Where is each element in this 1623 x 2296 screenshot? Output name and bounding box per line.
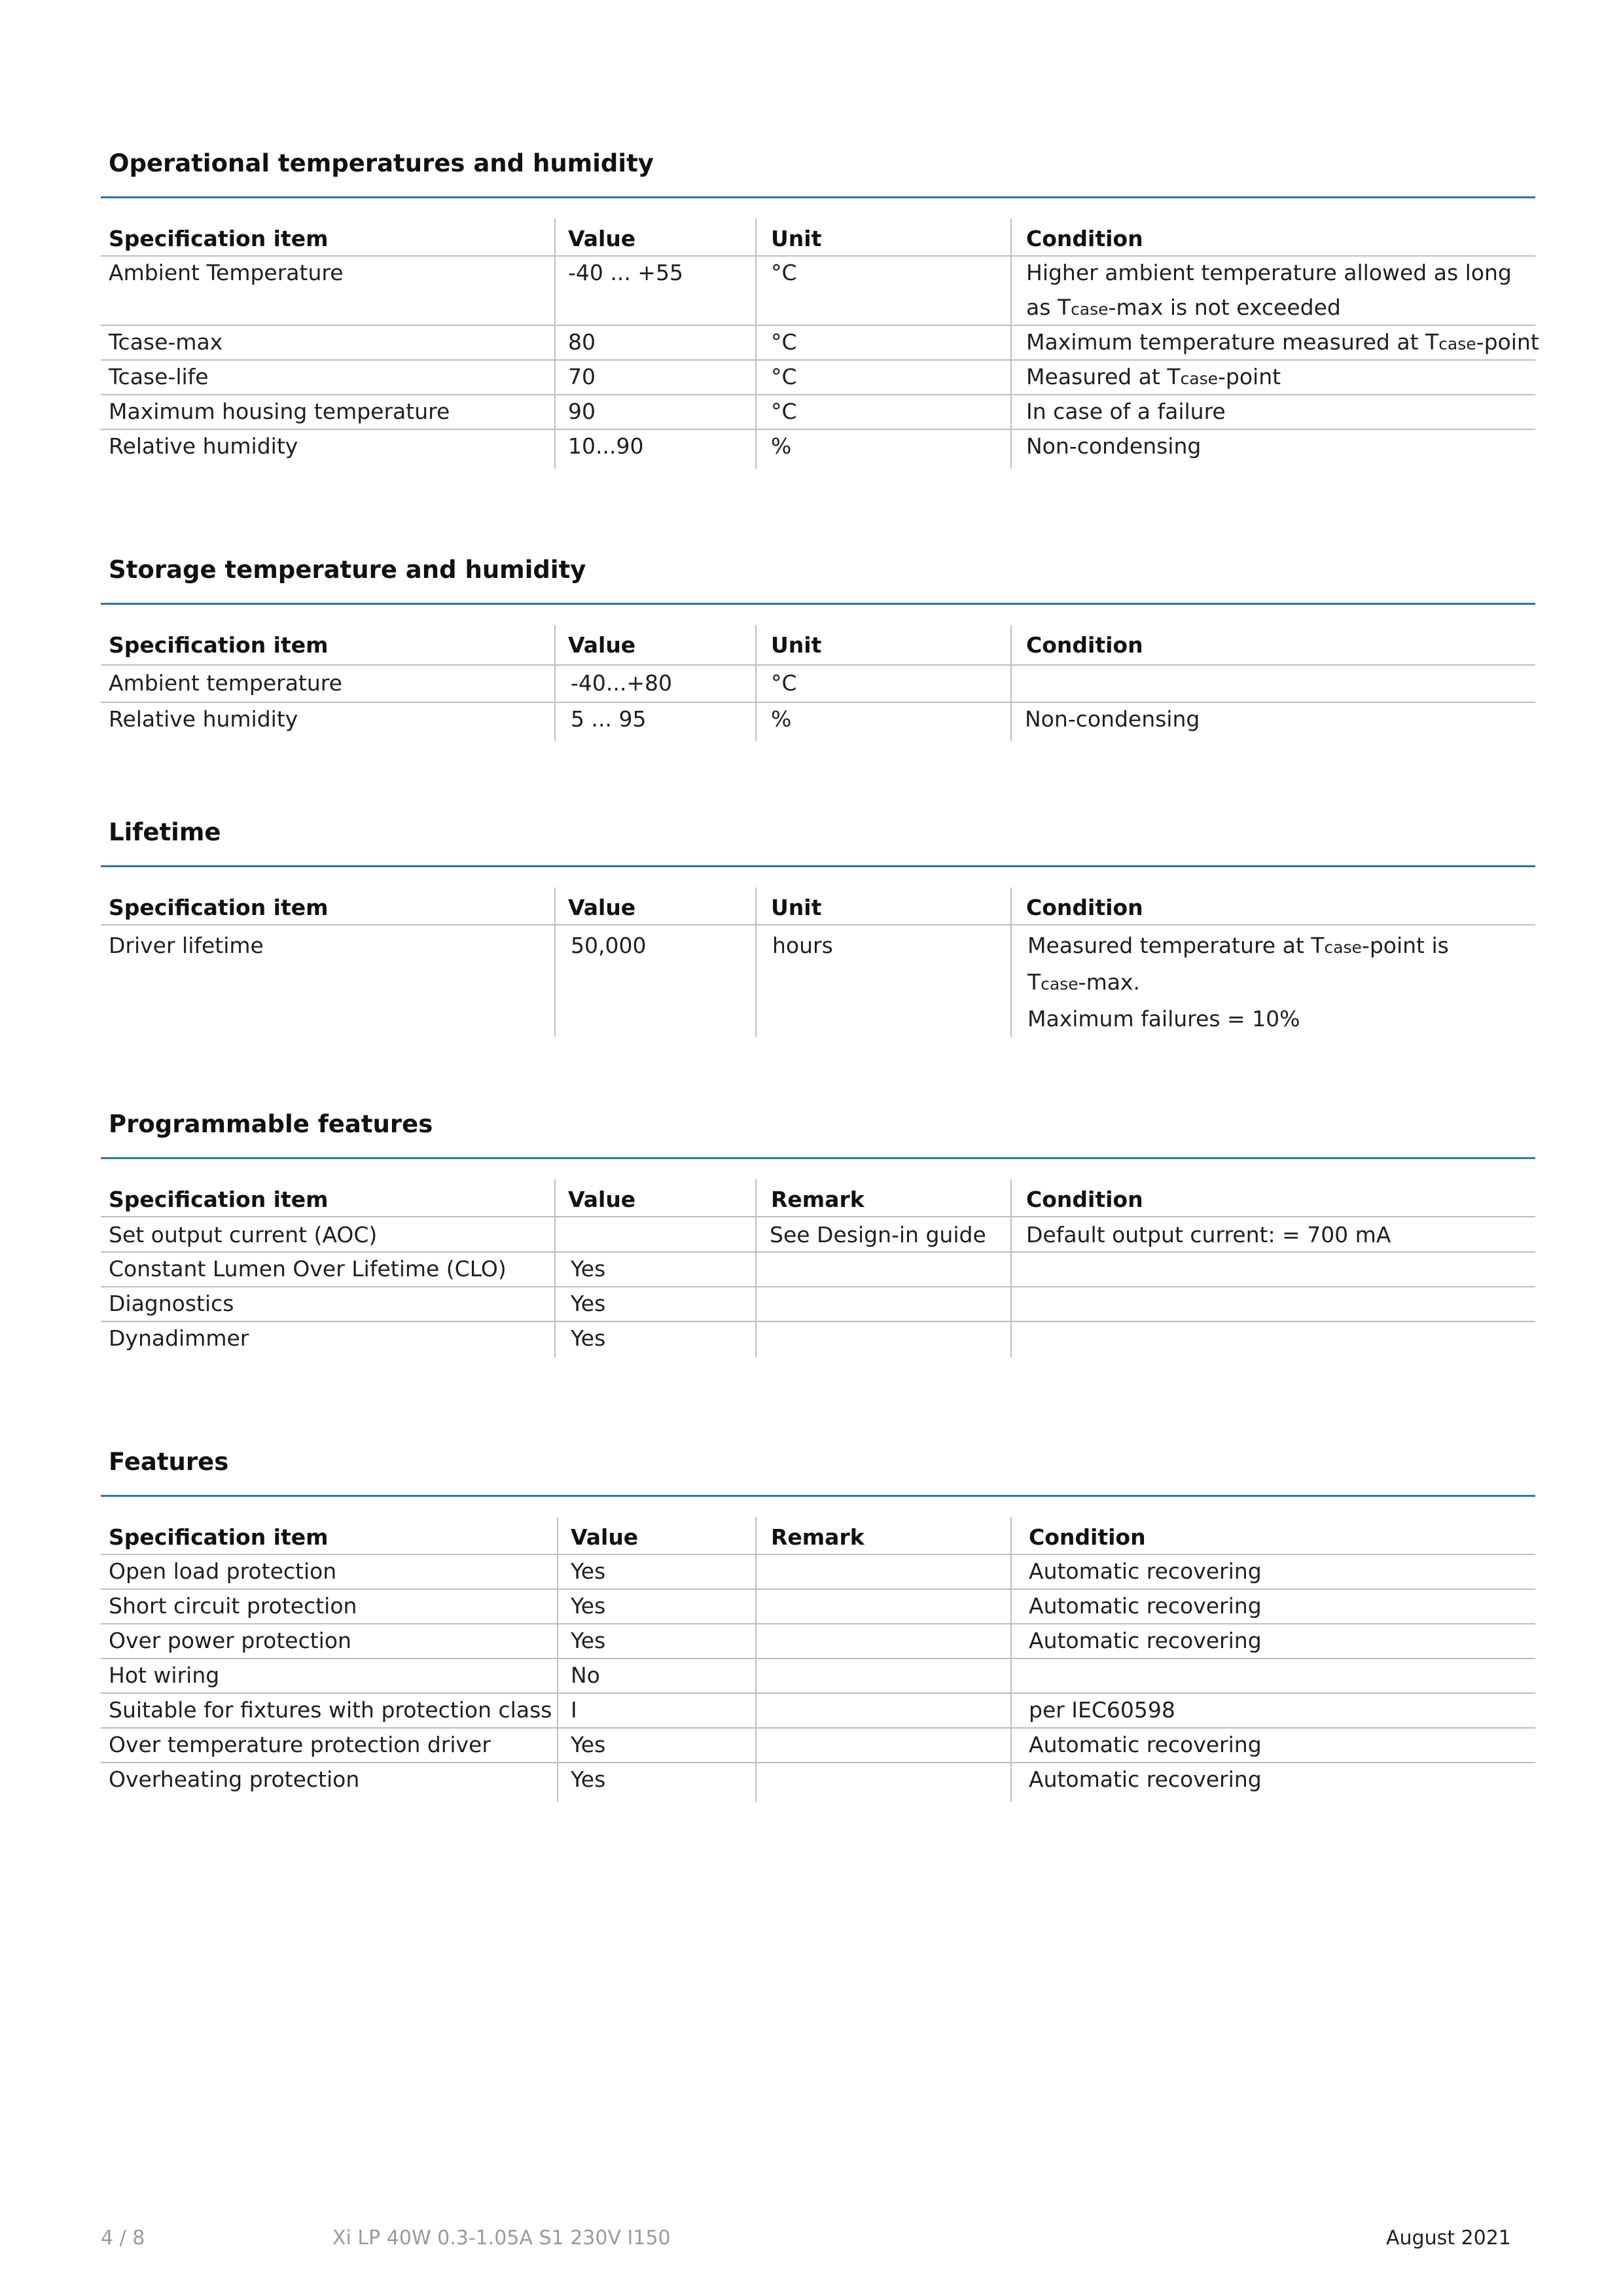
header-value: Value (571, 1524, 639, 1550)
column-divider (557, 1517, 558, 1802)
header-unit: Unit (771, 895, 822, 920)
section-title: Programmable features (109, 1110, 433, 1138)
column-divider (1010, 888, 1012, 1037)
table-cell-item: Maximum housing temperature (109, 399, 450, 424)
table-cell-unit: °C (771, 364, 797, 389)
table-cell-unit: °C (771, 399, 797, 424)
column-divider (1010, 1179, 1012, 1357)
header-condition: Condition (1029, 1524, 1146, 1550)
table-cell-item: Tcase-life (109, 364, 209, 389)
column-divider (755, 1179, 757, 1357)
table-cell-condition (1026, 325, 1539, 361)
condition-text: Measured at T (1026, 364, 1181, 389)
table-cell-value: 70 (568, 364, 596, 389)
header-spec-item: Specification item (109, 632, 329, 658)
table-cell-unit: °C (771, 260, 797, 285)
header-condition: Condition (1026, 632, 1143, 658)
table-cell-value: Yes (571, 1558, 606, 1584)
table-cell-item: Over temperature protection driver (109, 1732, 491, 1757)
header-value: Value (568, 226, 636, 251)
table-cell-item: Constant Lumen Over Lifetime (CLO) (109, 1256, 507, 1282)
table-cell-item: Diagnostics (109, 1291, 234, 1316)
table-cell-unit: °C (771, 329, 797, 355)
row-divider (101, 1321, 1535, 1322)
condition-subscript: case (1324, 938, 1362, 957)
table-cell-value: No (571, 1662, 600, 1688)
condition-text: -point is (1361, 933, 1449, 958)
table-cell-item: Relative humidity (109, 706, 298, 732)
column-divider (755, 625, 757, 741)
section-title: Features (109, 1448, 229, 1476)
condition-text: -max is not exceeded (1108, 295, 1341, 320)
table-cell-condition: Automatic recovering (1029, 1628, 1262, 1653)
header-condition: Condition (1026, 1187, 1143, 1212)
table-cell-condition: Non-condensing (1026, 433, 1202, 459)
spec-table (101, 219, 1539, 469)
table-cell-condition (1027, 928, 1449, 1036)
table-cell-item: Dynadimmer (109, 1325, 249, 1351)
table-cell-value: Yes (571, 1593, 606, 1619)
row-divider (101, 702, 1535, 703)
condition-line (1027, 965, 1449, 1001)
row-divider (101, 1658, 1535, 1659)
section-title: Operational temperatures and humidity (109, 149, 654, 177)
table-cell-item: Open load protection (109, 1558, 337, 1584)
table-cell-condition: Automatic recovering (1029, 1558, 1262, 1584)
header-value: Value (568, 632, 636, 658)
table-cell-item: Set output current (AOC) (109, 1222, 378, 1247)
condition-line: Maximum failures = 10% (1027, 1006, 1300, 1031)
table-cell-value: Yes (571, 1628, 606, 1653)
table-cell-item: Tcase-max (109, 329, 223, 355)
header-spec-item: Specification item (109, 895, 329, 920)
section-rule (101, 196, 1535, 198)
spec-table (101, 625, 1535, 741)
row-divider (101, 429, 1535, 430)
publication-date: August 2021 (1386, 2227, 1511, 2250)
table-cell-item: Ambient Temperature (109, 260, 344, 285)
header-value: Value (568, 1187, 636, 1212)
column-divider (554, 625, 556, 741)
header-condition: Condition (1026, 226, 1143, 251)
table-cell-value: Yes (571, 1291, 606, 1316)
condition-subscript: case (1041, 975, 1079, 994)
table-cell-value: Yes (571, 1732, 606, 1757)
table-cell-condition: Default output current: = 700 mA (1026, 1222, 1391, 1247)
header-remark: Remark (771, 1187, 865, 1212)
table-cell-value: Yes (571, 1256, 606, 1282)
table-cell-item: Overheating protection (109, 1767, 360, 1792)
section-rule (101, 603, 1535, 605)
table-cell-condition: Automatic recovering (1029, 1732, 1262, 1757)
column-divider (755, 888, 757, 1037)
table-cell-item: Ambient temperature (109, 670, 342, 696)
condition-text: Maximum temperature measured at T (1026, 329, 1439, 355)
row-divider (101, 1286, 1535, 1287)
table-cell-item: Hot wiring (109, 1662, 220, 1688)
table-cell-value: -40...+80 (571, 670, 673, 696)
spec-table (101, 888, 1535, 1037)
table-cell-value: Yes (571, 1767, 606, 1792)
condition-text: -point (1217, 364, 1281, 389)
table-cell-item: Driver lifetime (109, 933, 264, 958)
column-divider (1010, 625, 1012, 741)
header-unit: Unit (771, 226, 822, 251)
table-cell-value: 80 (568, 329, 596, 355)
condition-subscript: case (1438, 334, 1476, 353)
table-cell-value: I (571, 1697, 577, 1723)
condition-subscript: case (1180, 369, 1218, 388)
table-cell-condition: In case of a failure (1026, 399, 1226, 424)
header-spec-item: Specification item (109, 226, 329, 251)
table-cell-unit: hours (772, 933, 833, 958)
table-cell-unit: % (771, 433, 792, 459)
table-cell-remark: See Design-in guide (770, 1222, 986, 1247)
table-cell-item: Short circuit protection (109, 1593, 357, 1619)
condition-text: -max. (1078, 969, 1140, 995)
header-remark: Remark (771, 1524, 865, 1550)
condition-line: Higher ambient temperature allowed as long (1026, 260, 1512, 285)
header-spec-item: Specification item (109, 1524, 329, 1550)
header-spec-item: Specification item (109, 1187, 329, 1212)
table-cell-condition: Automatic recovering (1029, 1593, 1262, 1619)
section-rule (101, 1157, 1535, 1159)
product-name: Xi LP 40W 0.3-1.05A S1 230V I150 (332, 2227, 671, 2250)
column-divider (554, 888, 556, 1037)
header-condition: Condition (1026, 895, 1143, 920)
table-cell-item: Over power protection (109, 1628, 351, 1653)
condition-text: as T (1026, 295, 1071, 320)
condition-text: T (1027, 969, 1041, 995)
condition-text: Measured temperature at T (1027, 933, 1325, 958)
table-cell-condition (1026, 255, 1512, 327)
table-cell-condition: per IEC60598 (1029, 1697, 1175, 1723)
condition-line (1027, 928, 1449, 965)
column-divider (755, 1517, 757, 1802)
condition-line (1026, 290, 1512, 327)
table-cell-unit: °C (771, 670, 797, 696)
section-rule (101, 865, 1535, 867)
table-cell-value: 5 ... 95 (571, 706, 647, 732)
header-value: Value (568, 895, 636, 920)
column-divider (1010, 1517, 1012, 1802)
spec-table (101, 1179, 1535, 1357)
table-cell-value: 90 (568, 399, 596, 424)
table-cell-value: 10...90 (568, 433, 644, 459)
spec-table (101, 1517, 1535, 1802)
table-cell-item: Relative humidity (109, 433, 298, 459)
table-cell-condition (1026, 359, 1281, 396)
section-rule (101, 1495, 1535, 1497)
table-cell-unit: % (771, 706, 792, 732)
column-divider (554, 1179, 556, 1357)
table-cell-value: -40 ... +55 (568, 260, 683, 285)
table-cell-condition: Non-condensing (1025, 706, 1200, 732)
table-cell-condition: Automatic recovering (1029, 1767, 1262, 1792)
section-title: Lifetime (109, 818, 221, 846)
header-unit: Unit (771, 632, 822, 658)
table-cell-value: Yes (571, 1325, 606, 1351)
table-cell-item: Suitable for fixtures with protection class (109, 1697, 552, 1723)
page-number: 4 / 8 (101, 2227, 145, 2250)
section-title: Storage temperature and humidity (109, 556, 586, 584)
condition-subscript: case (1071, 300, 1109, 319)
table-cell-value: 50,000 (571, 933, 647, 958)
condition-text: -point (1476, 329, 1539, 355)
